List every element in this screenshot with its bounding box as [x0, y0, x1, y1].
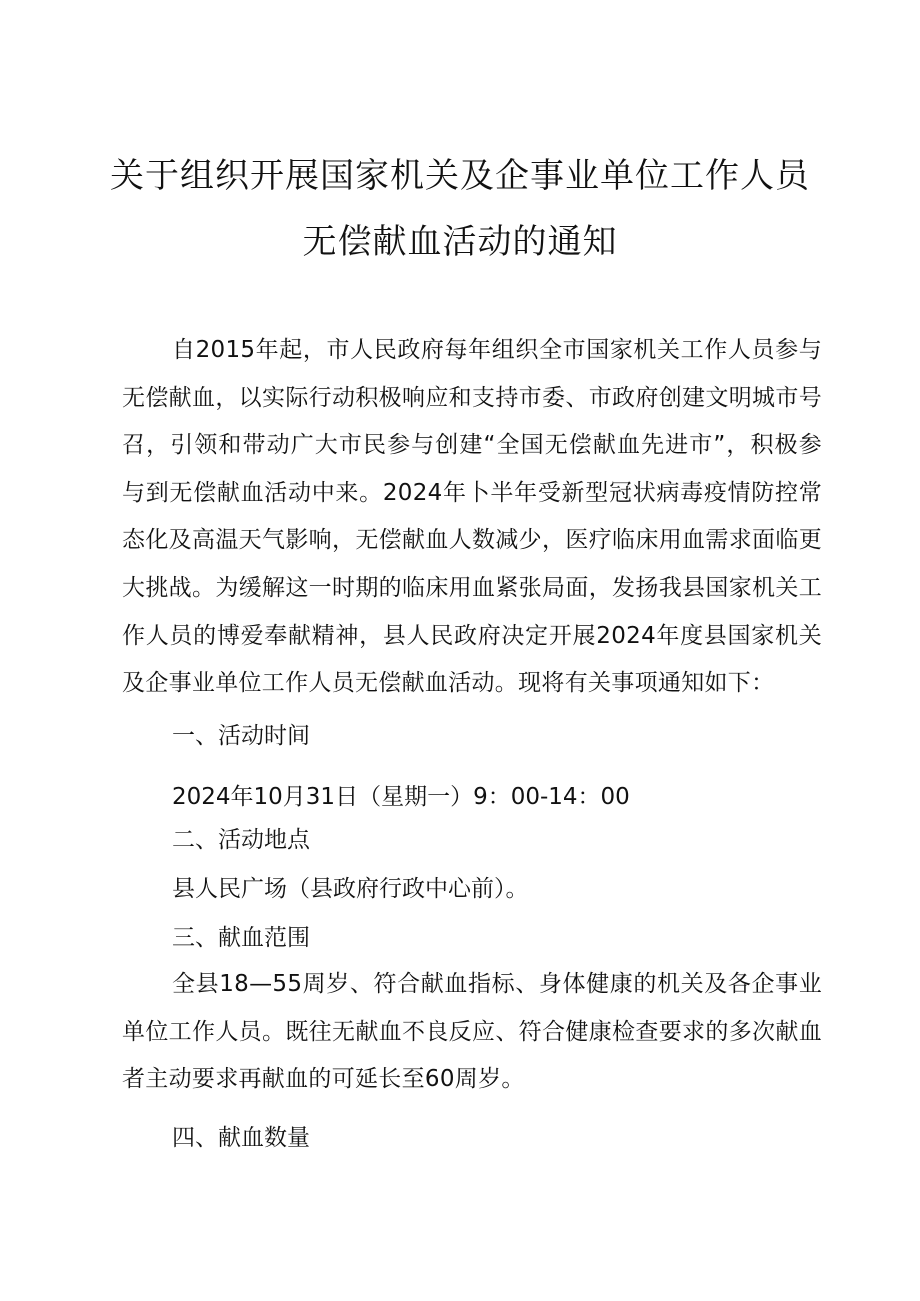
section-heading-scope: 三、献血范围 [172, 925, 310, 951]
section-heading-location: 二、活动地点 [172, 827, 310, 853]
section-heading-quantity: 四、献血数量 [172, 1125, 310, 1151]
section-text-scope-block [122, 961, 822, 1104]
section-text-location: 县人民广场（县政府行政中心前）。 [172, 876, 529, 902]
section-text-scope: 全县18—55周岁、符合献血指标、身体健康的机关及各企事业单位工作人员。既往无献血不良反应、符合健康检查要求的多次献血者主动要求再献血的可延长至60周岁。 [122, 971, 822, 1093]
document-title-line-1: 关于组织开展国家机关及企事业单位工作人员 [110, 156, 810, 196]
section-heading-time: 一、活动时间 [172, 723, 310, 749]
document-title-line-2: 无偿献血活动的通知 [302, 222, 618, 262]
intro-paragraph: 自2015年起，市人民政府每年组织全市国家机关工作人员参与无偿献血，以实际行动积极响应和支持市委、市政府创建文明城市号召，引领和带动广大市民参与创建“全国无偿献血先进市”，积极参与到无偿献血活动中来。2024年卜半年受新型冠状病毒疫情防控常态化及高温天气影响，无偿献血人数减少，医疗临床用血需求面临更大挑战。为缓解这一时期的临床用血紧张局面，发扬我县国家机关工作人员的博爱奉献精神，县人民政府决定开展2024年度县国家机关及企事业单位工作人员无偿献血活动。现将有关事项通知如下： [122, 337, 822, 697]
section-text-time: 2024年10月31日（星期一）9：00-14：00 [172, 784, 630, 810]
intro-paragraph-block [122, 327, 822, 708]
